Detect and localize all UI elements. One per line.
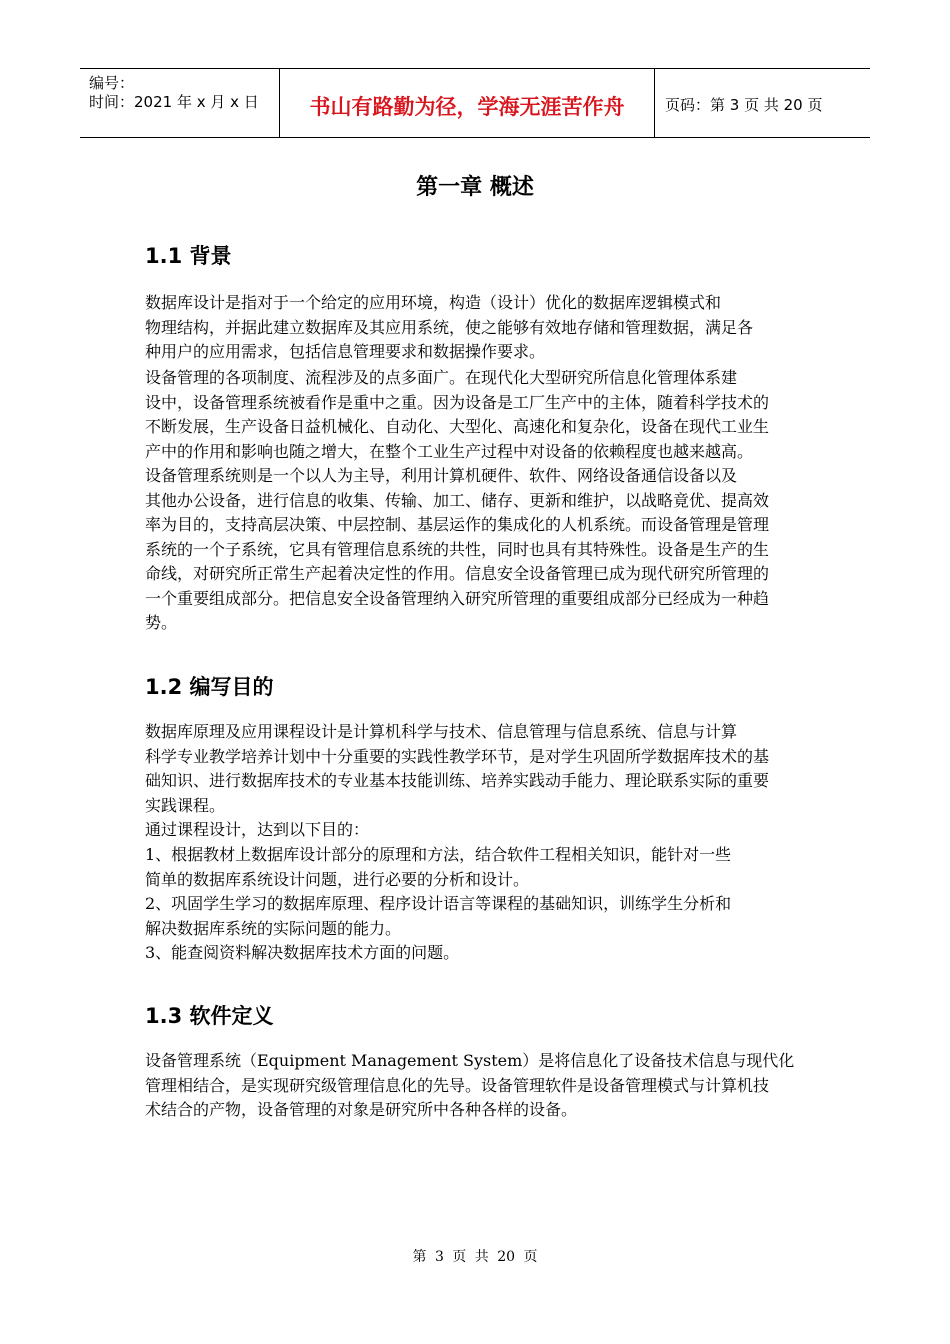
document-time-label: 时间：2021 年 x 月 x 日 — [89, 93, 259, 111]
paragraph — [145, 1049, 810, 1123]
header-left-cell — [80, 69, 280, 137]
paragraph — [145, 720, 810, 818]
text-line: 种用户的应用需求，包括信息管理要求和数据操作要求。 — [145, 342, 546, 361]
section-heading-1-2: 1.2 编写目的 — [145, 675, 274, 699]
text-line: 设中，设备管理系统被看作是重中之重。因为设备是工厂生产中的主体，随着科学技术的 — [145, 392, 770, 412]
text-line: 一个重要组成部分。把信息安全设备管理纳入研究所管理的重要组成部分已经成为一种趋 — [145, 588, 770, 608]
paragraph — [145, 291, 810, 365]
text-line: 础知识、进行数据库技术的专业基本技能训练、培养实践动手能力、理论联系实际的重要 — [145, 771, 770, 790]
text-line: 简单的数据库系统设计问题，进行必要的分析和设计。 — [145, 869, 530, 889]
text-line: 设备管理系统则是一个以人为主导，利用计算机硬件、软件、网络设备通信设备以及 — [145, 466, 738, 485]
text-line: 管理相结合，是实现研究级管理信息化的先导。设备管理软件是设备管理模式与计算机技 — [145, 1075, 770, 1095]
text-line: 数据库设计是指对于一个给定的应用环境，构造（设计）优化的数据库逻辑模式和 — [145, 293, 722, 312]
header-page-info: 页码：第 3 页 共 20 页 — [665, 96, 823, 114]
text-line: 科学专业教学培养计划中十分重要的实践性教学环节，是对学生巩固所学数据库技术的基 — [145, 746, 770, 766]
header-page-cell — [655, 69, 870, 137]
text-line: 术结合的产物，设备管理的对象是研究所中各种各样的设备。 — [145, 1100, 578, 1119]
header-motto-cell — [280, 69, 655, 137]
paragraph — [145, 941, 810, 966]
text-line: 通过课程设计，达到以下目的： — [145, 820, 370, 839]
section-heading-1-1: 1.1 背景 — [145, 244, 232, 268]
text-line: 3、能查阅资料解决数据库技术方面的问题。 — [145, 943, 460, 962]
text-line: 设备管理系统（Equipment Management System）是将信息化了设备技术信息与现代化 — [145, 1051, 795, 1070]
text-line: 实践课程。 — [145, 795, 226, 815]
header-motto: 书山有路勤为径，学海无涯苦作舟 — [309, 95, 625, 119]
chapter-title: 第一章 概述 — [416, 175, 534, 200]
header-table — [80, 68, 870, 138]
text-line: 率为目的，支持高层决策、中层控制、基层运作的集成化的人机系统。而设备管理是管理 — [145, 515, 770, 534]
page-footer: 第 3 页 共 20 页 — [412, 1249, 538, 1265]
text-line: 命线，对研究所正常生产起着决定性的作用。信息安全设备管理已成为现代研究所管理的 — [145, 564, 770, 583]
text-line: 势。 — [145, 613, 178, 632]
paragraph — [145, 892, 810, 941]
paragraph — [145, 818, 810, 843]
section-heading-1-3: 1.3 软件定义 — [145, 1004, 274, 1028]
text-line: 2、巩固学生学习的数据库原理、程序设计语言等课程的基础知识，训练学生分析和 — [145, 894, 732, 913]
document-number-label: 编号： — [89, 74, 135, 92]
text-line: 其他办公设备，进行信息的收集、传输、加工、储存、更新和维护，以战略竟优、提高效 — [145, 490, 770, 510]
paragraph — [145, 464, 810, 636]
text-line: 系统的一个子系统，它具有管理信息系统的共性，同时也具有其特殊性。设备是生产的生 — [145, 539, 770, 559]
text-line: 数据库原理及应用课程设计是计算机科学与技术、信息管理与信息系统、信息与计算 — [145, 722, 738, 741]
paragraph — [145, 366, 810, 464]
text-line: 产中的作用和影响也随之增大，在整个工业生产过程中对设备的依赖程度也越来越高。 — [145, 441, 754, 461]
text-line: 设备管理的各项制度、流程涉及的点多面广。在现代化大型研究所信息化管理体系建 — [145, 368, 738, 387]
text-line: 不断发展，生产设备日益机械化、自动化、大型化、高速化和复杂化，设备在现代工业生 — [145, 417, 770, 436]
text-line: 1、根据教材上数据库设计部分的原理和方法，结合软件工程相关知识，能针对一些 — [145, 845, 732, 864]
text-line: 解决数据库系统的实际问题的能力。 — [145, 918, 402, 938]
paragraph — [145, 843, 810, 892]
text-line: 物理结构，并据此建立数据库及其应用系统，使之能够有效地存储和管理数据，满足各 — [145, 317, 754, 337]
